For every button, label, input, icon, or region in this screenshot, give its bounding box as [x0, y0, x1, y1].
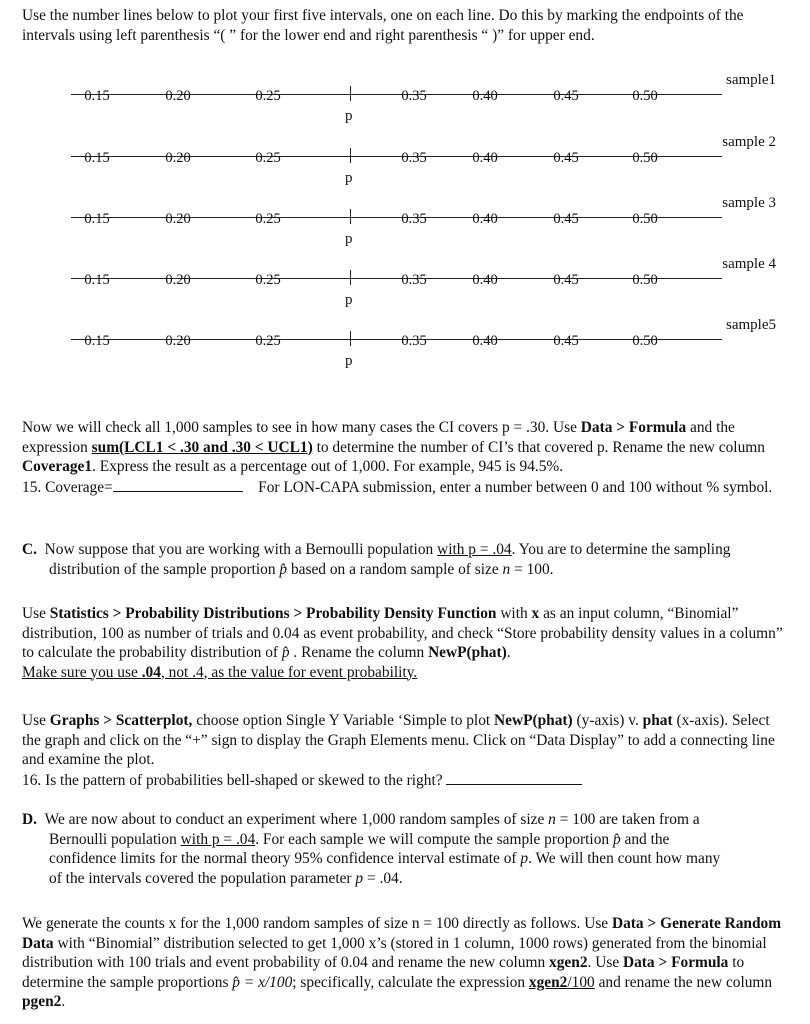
number-line-3: [22, 195, 810, 263]
column-name: phat: [642, 712, 673, 729]
text: to determine the number of CI’s that covered p. Rename the new column: [312, 438, 765, 456]
tick-label: 0.25: [255, 150, 281, 166]
text: as an input column, “Binomial” distribution, 100 as number of trials and 0.04 as event probability, and check “Store probability density values in a column” to calculate the probability distribution of: [22, 605, 783, 661]
text: = 100 are taken from a Bernoulli population: [49, 811, 700, 848]
text: = .04.: [363, 869, 403, 887]
tick-label: 0.45: [553, 272, 579, 288]
text: . For each sample we will compute the sample proportion: [255, 830, 613, 848]
text: . Use: [587, 954, 623, 971]
p-label: p: [345, 231, 353, 247]
warning-text: [22, 664, 417, 681]
tick-label: 0.35: [401, 211, 427, 227]
number-line-4: [22, 256, 810, 324]
tick-label: 0.50: [632, 272, 658, 288]
tick-label: 0.40: [472, 211, 498, 227]
p-label: p: [345, 170, 353, 186]
tick-label: 0.40: [472, 333, 498, 349]
tick-label: 0.50: [632, 88, 658, 104]
tick-label: 0.20: [165, 150, 191, 166]
p-symbol: p: [520, 850, 529, 867]
tick-label: 0.25: [255, 88, 281, 104]
tick-label: 0.35: [401, 88, 427, 104]
number-line-2: [22, 134, 810, 202]
text: . Rename the column: [289, 644, 429, 661]
tick-label: 0.50: [632, 150, 658, 166]
text: .: [506, 644, 511, 661]
text: We generate the counts x for the 1,000 random samples of size n = 100 directly as follows. Use: [22, 915, 612, 932]
tick-label: 0.25: [255, 333, 281, 349]
text: = 100.: [510, 560, 554, 578]
column-name: xgen2: [549, 954, 588, 971]
menu-path: Data > Generate Random Data: [22, 915, 782, 952]
section-letter: D.: [22, 811, 37, 828]
tick-label: 0.50: [632, 211, 658, 227]
pattern-answer-blank[interactable]: [446, 770, 582, 785]
column-name: x: [531, 605, 540, 622]
proportion-formula: p̂ = x/100: [232, 973, 293, 991]
formula-divisor: /100: [567, 973, 595, 991]
phat-symbol: p̂: [612, 830, 621, 848]
intro-text: Use the number lines below to plot your first five intervals, one on each line. Do this by marking the endpoints of the intervals using left parenthesis “( ” for the lower end and right parenthesis “ )” for upper end.: [22, 7, 744, 44]
tick-label: 0.35: [401, 150, 427, 166]
text: Now suppose that you are working with a Bernoulli population: [44, 541, 438, 558]
tick-label: 0.20: [165, 333, 191, 349]
text: with: [496, 605, 532, 622]
tick-label: 0.35: [401, 272, 427, 288]
text: Use: [22, 605, 50, 622]
p-marker: [350, 148, 351, 163]
p-label: p: [345, 108, 353, 124]
text: . Express the result as a percentage out of 1,000. For example, 945 is 94.5%.: [92, 458, 564, 475]
text: and the confidence limits for the normal theory 95% confidence interval estimate of: [49, 830, 670, 867]
tick-label: 0.20: [165, 272, 191, 288]
question-15-label: 15. Coverage=: [22, 478, 113, 496]
tick-label: 0.20: [165, 211, 191, 227]
generate-paragraph: [22, 914, 792, 1012]
number-line-label: sample5: [726, 317, 776, 333]
text: .: [61, 993, 66, 1010]
n-symbol: n: [548, 811, 556, 828]
tick-label: 0.20: [165, 88, 191, 104]
text: (y-axis) v.: [572, 712, 643, 729]
number-line-label: sample 3: [722, 195, 776, 211]
text: Use: [22, 712, 50, 729]
text: Now we will check all 1,000 samples to see in how many cases the CI covers p = .30. Use: [22, 419, 581, 436]
p-symbol: p: [355, 869, 364, 887]
section-c-paragraph: [22, 540, 792, 579]
question-15-note: For LON-CAPA submission, enter a number between 0 and 100 without % symbol.: [258, 478, 773, 496]
text: . You are to determine the sampling distribution of the sample proportion: [49, 541, 731, 578]
intro-paragraph: [22, 6, 792, 45]
text: choose option Single Y Variable ‘Simple to plot: [192, 712, 495, 729]
coverage-answer-blank[interactable]: [113, 477, 243, 492]
tick-label: 0.50: [632, 333, 658, 349]
text: and rename the new column: [594, 973, 773, 991]
tick-label: 0.45: [553, 333, 579, 349]
graph-paragraph: [22, 711, 792, 790]
menu-path: Statistics > Probability Distributions > Probability Density Function: [49, 605, 497, 622]
p-marker: [350, 270, 351, 285]
number-line-5: [22, 317, 810, 385]
tick-label: 0.40: [472, 88, 498, 104]
tick-label: 0.25: [255, 272, 281, 288]
text: (x-axis). Select the graph and click on the “+” sign to display the Graph Elements menu. Click on “Data Display” to add a connecting line and examine the plot.: [22, 712, 775, 768]
text: based on a random sample of size: [287, 560, 503, 578]
tick-label: 0.45: [553, 150, 579, 166]
coverage-paragraph: [22, 418, 792, 497]
text: and the expression: [22, 419, 735, 456]
tick-label: 0.15: [84, 211, 110, 227]
menu-path: Data > Formula: [580, 419, 687, 436]
section-letter: C.: [22, 541, 37, 558]
tick-label: 0.15: [84, 272, 110, 288]
text: with “Binomial” distribution selected to get 1,000 x’s (stored in 1 column, 1000 rows) generated from the binomial distribution with 100 trials and event probability of 0.04 and rename the new column: [22, 934, 767, 971]
menu-path: Graphs > Scatterplot,: [49, 712, 193, 729]
column-name: NewP(phat): [428, 644, 507, 661]
number-line-label: sample1: [726, 72, 776, 88]
tick-label: 0.45: [553, 88, 579, 104]
tick-label: 0.40: [472, 272, 498, 288]
tick-label: 0.40: [472, 150, 498, 166]
phat-symbol: p̂: [279, 560, 288, 578]
column-name: Coverage1: [22, 458, 93, 475]
column-name: NewP(phat): [494, 712, 573, 729]
number-line-label: sample 2: [722, 134, 776, 150]
column-name: pgen2: [22, 993, 62, 1010]
tick-label: 0.15: [84, 150, 110, 166]
n-symbol: n: [502, 560, 511, 578]
phat-symbol: p̂: [281, 644, 290, 661]
tick-label: 0.45: [553, 211, 579, 227]
p-marker: [350, 209, 351, 224]
text: to determine the sample proportions: [22, 954, 745, 991]
underlined-text: with p = .04: [437, 541, 512, 558]
p-marker: [350, 86, 351, 101]
tick-label: 0.35: [401, 333, 427, 349]
text: We are now about to conduct an experiment where 1,000 random samples of size: [44, 811, 549, 828]
emphasis: .04: [141, 663, 161, 681]
question-16-label: 16. Is the pattern of probabilities bell-shaped or skewed to the right?: [22, 771, 443, 789]
number-line-label: sample 4: [722, 256, 776, 272]
p-label: p: [345, 353, 353, 369]
tick-label: 0.15: [84, 333, 110, 349]
number-line-1: [22, 72, 810, 140]
tick-label: 0.25: [255, 211, 281, 227]
p-label: p: [345, 292, 353, 308]
underlined-text: with p = .04: [180, 830, 256, 848]
tick-label: 0.15: [84, 88, 110, 104]
section-d-paragraph: [22, 810, 792, 888]
formula-expression: xgen2: [528, 973, 568, 991]
text: . We will then count how many of the intervals covered the population parameter: [49, 850, 721, 887]
text: ; specifically, calculate the expression: [292, 973, 529, 991]
text: Make sure you use: [22, 663, 142, 681]
formula-expression: sum(LCL1 < .30 and .30 < UCL1): [91, 438, 313, 456]
p-marker: [350, 331, 351, 346]
statistics-paragraph: [22, 604, 792, 682]
text: , not .4, as the value for event probability.: [160, 663, 418, 681]
menu-path: Data > Formula: [623, 954, 729, 971]
